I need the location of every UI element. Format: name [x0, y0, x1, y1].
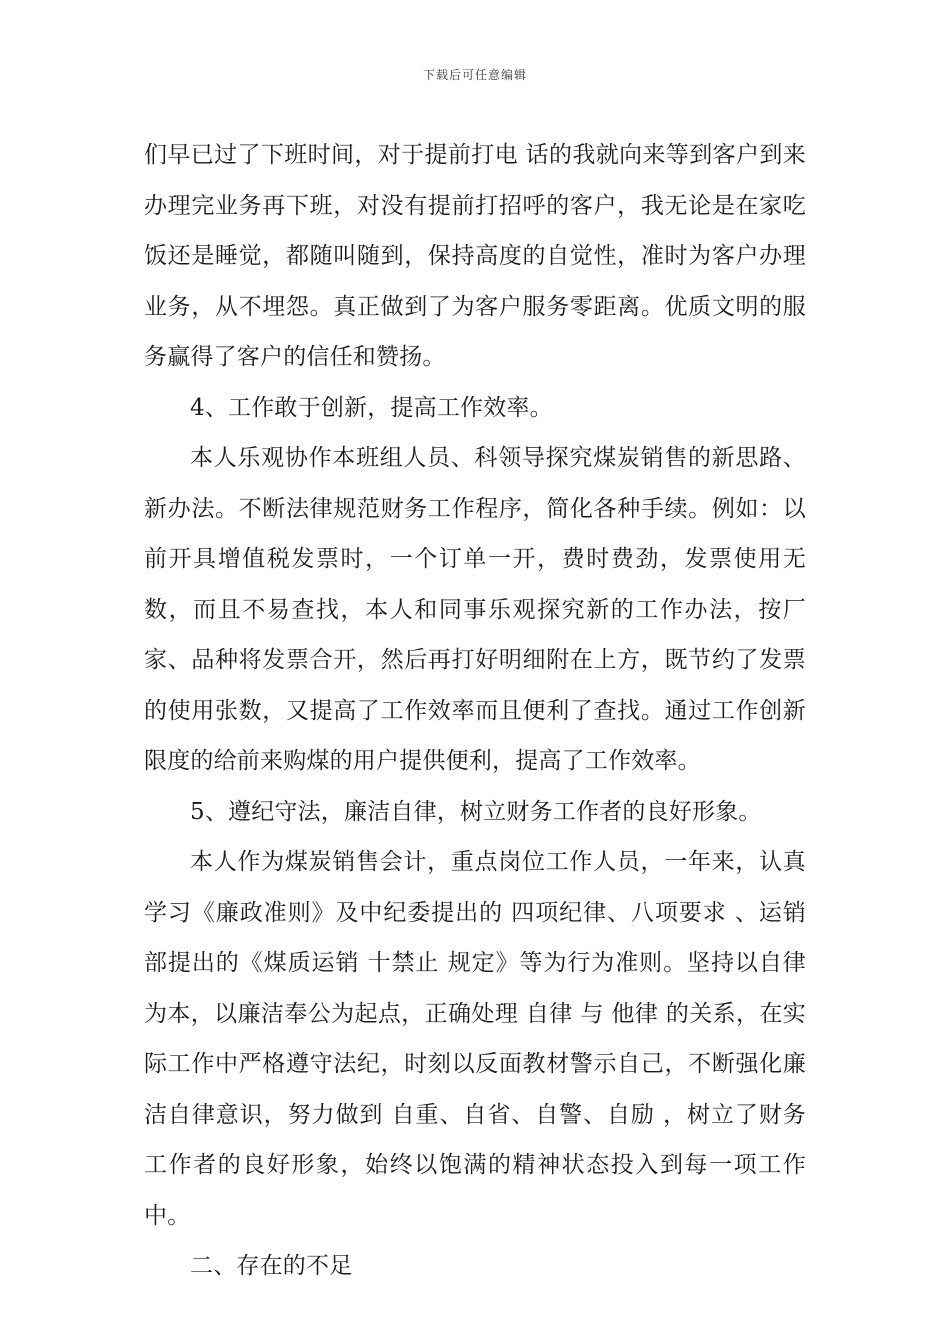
section-heading-4: 4、工作敢于创新，提高工作效率。 — [190, 394, 553, 421]
paragraph-continuation: 们早已过了下班时间，对于提前打电 话的我就向来等到客户到来办理完业务再下班，对没有提前打招呼的客户，我无论是在家吃饭还是睡觉，都随叫随到，保持高度的自觉性，准时为客户办理业务，从不埋怨。真正做到了为客户服务零距离。优质文明的服务赢得了客户的信任和赞扬。 — [144, 142, 806, 370]
paragraph-innovation: 本人乐观协作本班组人员、科领导探究煤炭销售的新思路、新办法。不断法律规范财务工作程序，简化各种手续。例如：以前开具增值税发票时，一个订单一开，费时费劲，发票使用无数，而且不易查找，本人和同事乐观探究新的工作办法，按厂家、品种将发票合开，然后再打好明细附在上方，既节约了发票的使用张数，又提高了工作效率而且便利了查找。通过工作创新限度的给前来购煤的用户提供便利，提高了工作效率。 — [144, 445, 806, 774]
document-body — [144, 130, 806, 1292]
paragraph-discipline: 本人作为煤炭销售会计，重点岗位工作人员，一年来，认真学习《廉政准则》及中纪委提出的 四项纪律、八项要求 、运销部提出的《煤质运销 十禁止 规定》等为行为准则。坚持以自律为本，以廉洁奉公为起点，正确处理 自律 与 他律 的关系，在实际工作中严格遵守法纪，时刻以反面教材警示自己，不断强化廉洁自律意识，努力做到 自重、自省、自警、自励 ，树立了财务工作者的良好形象，始终以饱满的精神状态投入到每一项工作中。 — [144, 849, 806, 1229]
section-heading-shortcomings: 二、存在的不足 — [190, 1253, 353, 1279]
section-heading-5: 5、遵纪守法，廉洁自律，树立财务工作者的良好形象。 — [190, 798, 762, 825]
page-header-note: 下载后可任意编辑 — [422, 68, 527, 82]
